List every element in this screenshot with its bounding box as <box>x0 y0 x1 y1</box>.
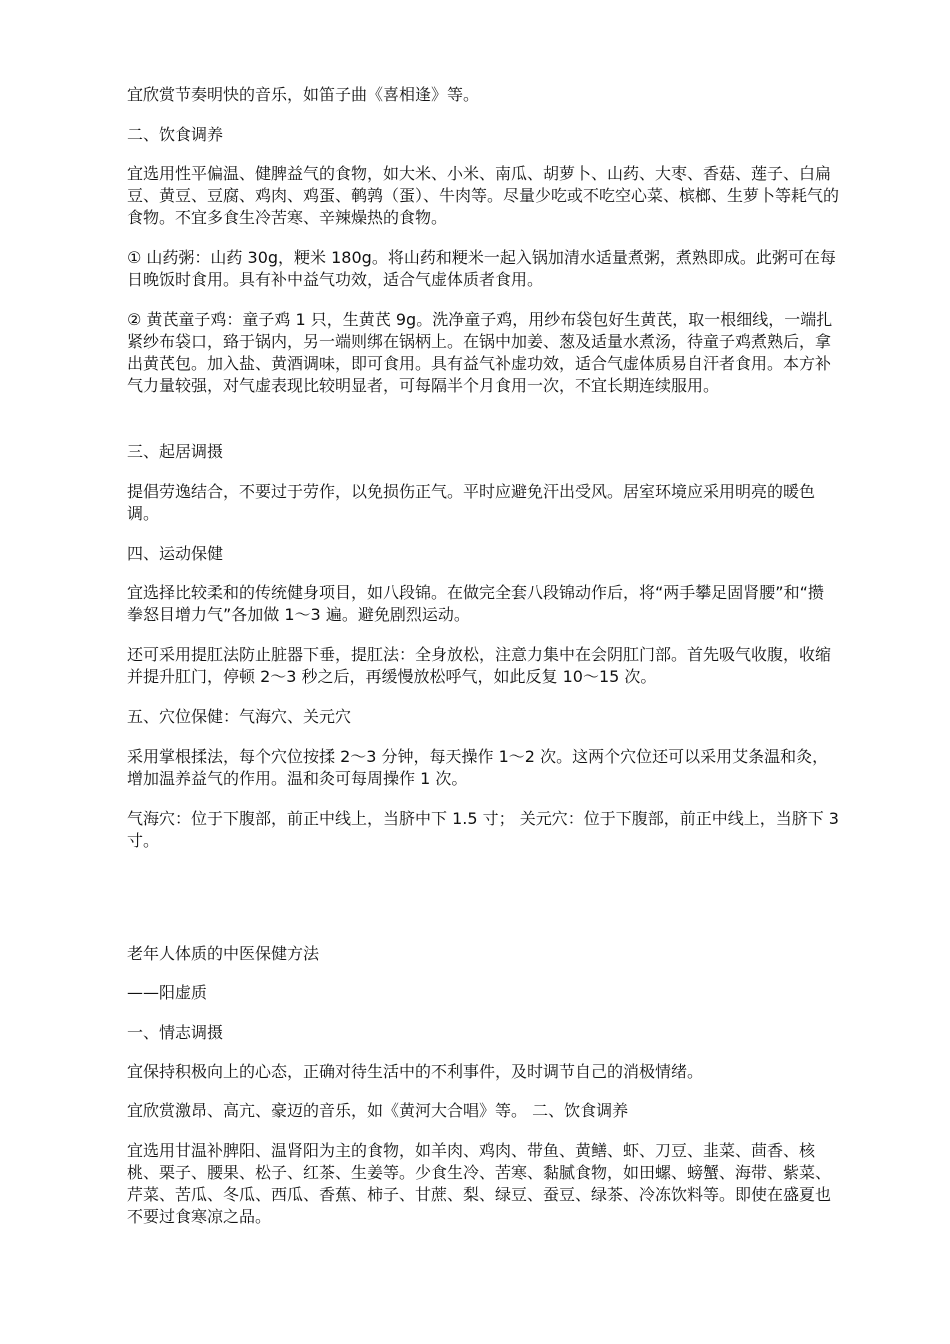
paragraph-massage: 采用掌根揉法，每个穴位按揉 2～3 分钟，每天操作 1～2 次。这两个穴位还可以采用艾条温和灸，增加温养益气的作用。温和灸可每周操作 1 次。 <box>127 747 829 788</box>
heading-diet: 二、饮食调养 <box>127 125 224 144</box>
heading-daily-living: 三、起居调摄 <box>127 442 224 461</box>
section-subtitle: ——阳虚质 <box>127 983 208 1002</box>
paragraph-baduanjin: 宜选择比较柔和的传统健身项目，如八段锦。在做完全套八段锦动作后，将“两手攀足固肾腰”和“攒拳怒目增力气”各加做 1～3 遍。避免剧烈运动。 <box>127 583 824 624</box>
paragraph-diet-foods: 宜选用性平偏温、健脾益气的食物，如大米、小米、南瓜、胡萝卜、山药、大枣、香菇、莲子、白扁豆、黄豆、豆腐、鸡肉、鸡蛋、鹌鹑（蛋）、牛肉等。尽量少吃或不吃空心菜、槟榔、生萝卜等耗气的食物。不宜多食生冷苦寒、辛辣燥热的食物。 <box>127 164 840 227</box>
heading-acupoints: 五、穴位保健：气海穴、关元穴 <box>127 707 352 726</box>
paragraph-music-recommendation: 宜欣赏节奏明快的音乐，如笛子曲《喜相逢》等。 <box>127 85 480 104</box>
paragraph-anus-lifting: 还可采用提肛法防止脏器下垂，提肛法：全身放松，注意力集中在会阴肛门部。首先吸气收腹，收缩并提升肛门，停顿 2～3 秒之后，再缓慢放松呼气，如此反复 10～15 次。 <box>127 645 832 686</box>
section-title: 老年人体质的中医保健方法 <box>127 944 320 963</box>
paragraph-daily-living: 提倡劳逸结合，不要过于劳作，以免损伤正气。平时应避免汗出受风。居室环境应采用明亮的暖色调。 <box>127 482 816 523</box>
heading-emotion: 一、情志调摄 <box>127 1023 224 1042</box>
paragraph-acupoint-locations: 气海穴：位于下腹部，前正中线上，当脐中下 1.5 寸； 关元穴：位于下腹部，前正中线上，当脐下 3 寸。 <box>127 809 839 850</box>
heading-exercise: 四、运动保健 <box>127 544 224 563</box>
paragraph-music-and-diet-heading: 宜欣赏激昂、高亢、豪迈的音乐，如《黄河大合唱》等。 二、饮食调养 <box>127 1101 629 1120</box>
paragraph-yang-deficiency-diet: 宜选用甘温补脾阳、温肾阳为主的食物，如羊肉、鸡肉、带鱼、黄鳝、虾、刀豆、韭菜、茴香、核桃、栗子、腰果、松子、红茶、生姜等。少食生冷、苦寒、黏腻食物，如田螺、螃蟹、海带、紫菜、芹菜、苦瓜、冬瓜、西瓜、香蕉、柿子、甘蔗、梨、绿豆、蚕豆、绿茶、冷冻饮料等。即使在盛夏也不要过食寒凉之品。 <box>127 1141 832 1226</box>
paragraph-emotion: 宜保持积极向上的心态，正确对待生活中的不利事件，及时调节自己的消极情绪。 <box>127 1062 704 1081</box>
paragraph-yam-porridge: ① 山药粥：山药 30g，粳米 180g。将山药和粳米一起入锅加清水适量煮粥，煮熟即成。此粥可在每日晚饭时食用。具有补中益气功效，适合气虚体质者食用。 <box>127 248 836 289</box>
paragraph-astragalus-chicken: ② 黄芪童子鸡：童子鸡 1 只，生黄芪 9g。洗净童子鸡，用纱布袋包好生黄芪，取一根细线，一端扎紧纱布袋口，臵于锅内，另一端则绑在锅柄上。在锅中加姜、葱及适量水煮汤，待童子鸡煮熟后，拿出黄芪包。加入盐、黄酒调味，即可食用。具有益气补虚功效，适合气虚体质易自汗者食用。本方补气力量较强，对气虚表现比较明显者，可每隔半个月食用一次，不宜长期连续服用。 <box>127 310 833 395</box>
